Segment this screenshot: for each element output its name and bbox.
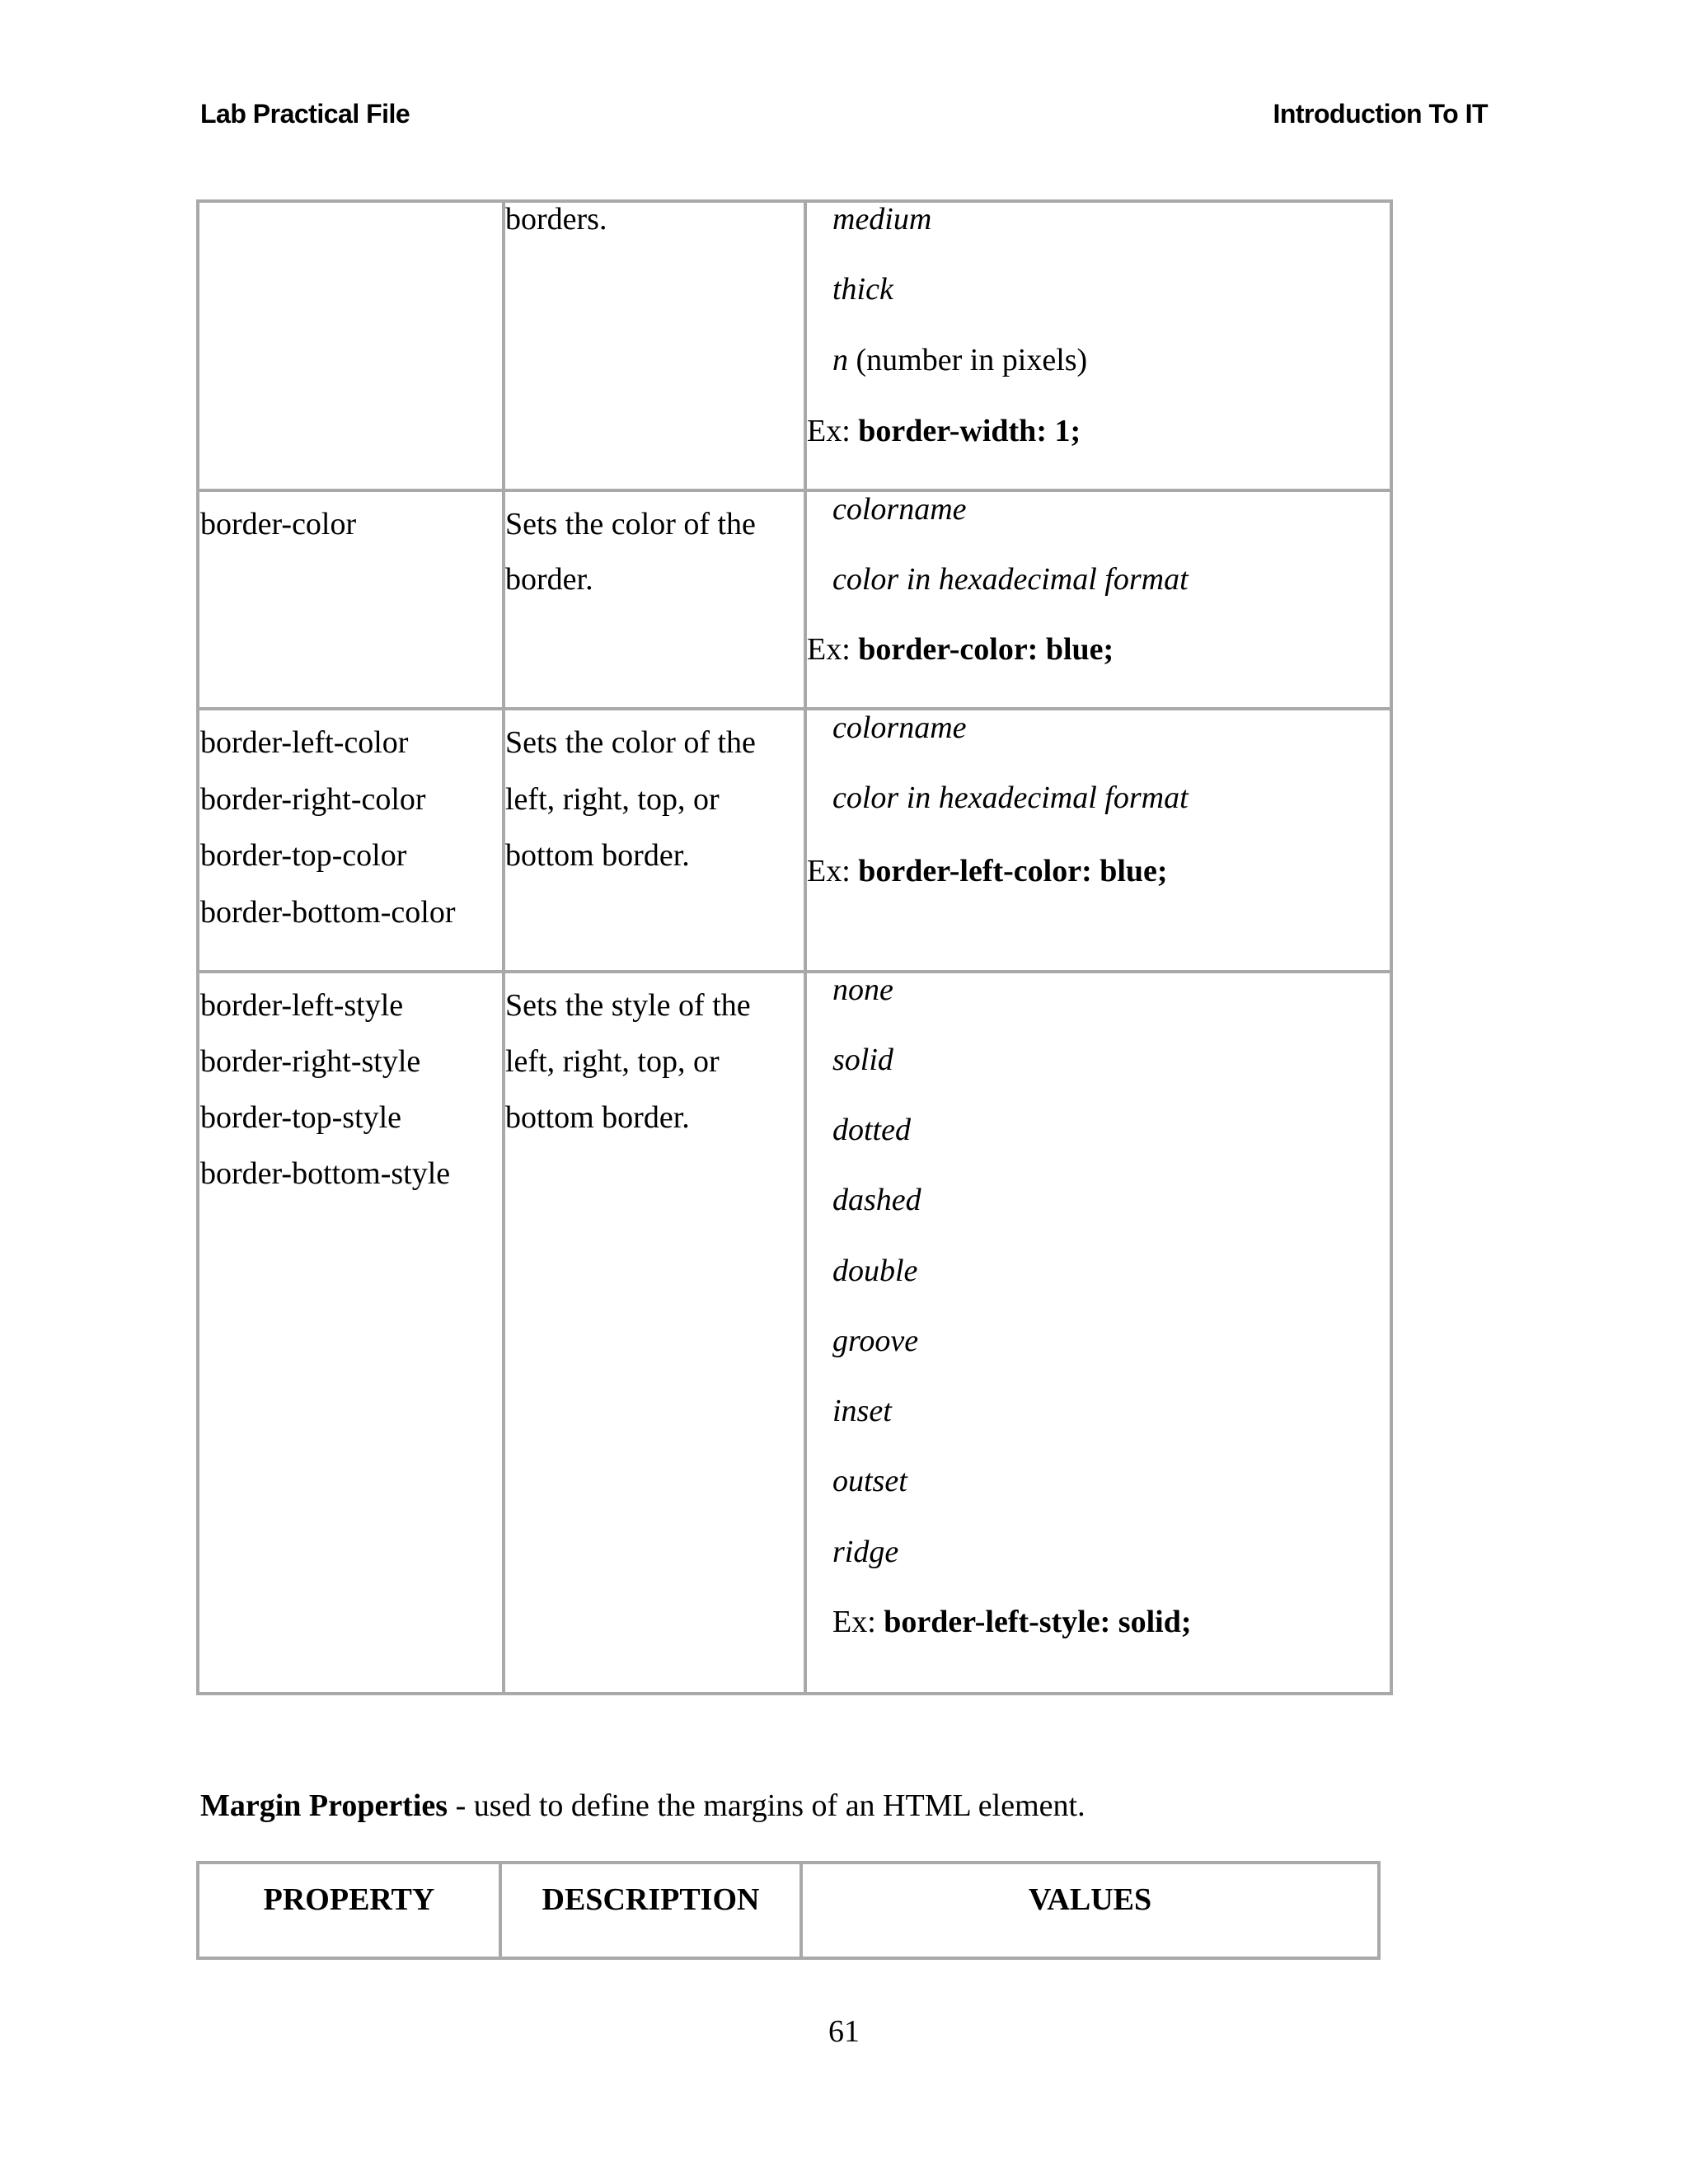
table-top-border	[196, 1861, 1381, 1864]
border-properties-table	[196, 199, 1393, 1695]
value-item: dashed	[832, 1183, 921, 1217]
property-line: border-left-style	[200, 988, 404, 1023]
table-border-right	[1377, 1861, 1381, 1960]
value-item: dotted	[832, 1113, 911, 1147]
description-line: left, right, top, or	[505, 782, 720, 817]
description-line: Sets the style of the	[505, 988, 751, 1023]
example-line	[832, 1606, 1192, 1638]
value-item: none	[832, 972, 893, 1007]
value-item: medium	[832, 202, 932, 237]
value-item: ridge	[832, 1535, 899, 1569]
margin-properties-table	[196, 1861, 1381, 1960]
value-note: (number in pixels)	[856, 343, 1088, 377]
column-header-values: VALUES	[1028, 1882, 1152, 1917]
example-prefix: Ex:	[832, 1605, 876, 1639]
description-line: bottom border.	[505, 1100, 690, 1135]
example-prefix: Ex:	[807, 632, 851, 667]
value-item: solid	[832, 1043, 893, 1077]
example-line	[807, 855, 1168, 887]
section-text: - used to define the margins of an HTML element.	[448, 1788, 1085, 1823]
property-line: border-right-color	[200, 782, 426, 817]
value-item: color in hexadecimal format	[832, 562, 1189, 597]
description-line: bottom border.	[505, 838, 690, 873]
section-title: Margin Properties	[200, 1788, 448, 1823]
table-row	[196, 199, 1393, 489]
header-left: Lab Practical File	[200, 99, 410, 129]
description-line: Sets the color of the	[505, 725, 756, 760]
property-line: border-bottom-style	[200, 1156, 451, 1191]
example-prefix: Ex:	[807, 854, 851, 888]
property-line: border-right-style	[200, 1044, 421, 1079]
table-row	[196, 707, 1393, 970]
value-item: colorname	[832, 492, 967, 527]
example-code: border-width: 1;	[858, 414, 1081, 448]
example-code: border-color: blue;	[858, 632, 1114, 667]
description-line: Sets the color of the	[505, 507, 756, 541]
value-item: inset	[832, 1394, 892, 1428]
column-header-property: PROPERTY	[263, 1882, 435, 1917]
value-item: color in hexadecimal format	[832, 780, 1189, 815]
table-bottom-border	[196, 1957, 1381, 1960]
margin-properties-heading	[200, 1790, 1085, 1821]
value-item: colorname	[832, 710, 967, 745]
value-variable: n	[832, 343, 848, 377]
value-item: groove	[832, 1324, 919, 1358]
example-prefix: Ex:	[807, 414, 851, 448]
value-item: double	[832, 1254, 918, 1288]
table-bottom-border	[196, 1692, 1393, 1695]
value-item: thick	[832, 272, 893, 307]
table-row	[196, 489, 1393, 707]
table-row	[196, 970, 1393, 1692]
example-line	[807, 634, 1114, 665]
example-code: border-left-style: solid;	[884, 1605, 1192, 1639]
property-line: border-top-style	[200, 1100, 402, 1135]
property-line: border-bottom-color	[200, 895, 456, 930]
value-item: outset	[832, 1464, 907, 1498]
property-line: border-left-color	[200, 725, 409, 760]
description-line: left, right, top, or	[505, 1044, 720, 1079]
property-line: border-color	[200, 507, 357, 541]
column-header-description: DESCRIPTION	[542, 1882, 760, 1917]
description-line: border.	[505, 562, 593, 597]
header-right: Introduction To IT	[1273, 99, 1488, 129]
page-number: 61	[828, 2014, 860, 2049]
description-line: borders.	[505, 202, 607, 237]
example-code: border-left-color: blue;	[858, 854, 1168, 888]
property-line: border-top-color	[200, 838, 407, 873]
example-line	[807, 415, 1081, 447]
value-item	[832, 344, 1087, 376]
